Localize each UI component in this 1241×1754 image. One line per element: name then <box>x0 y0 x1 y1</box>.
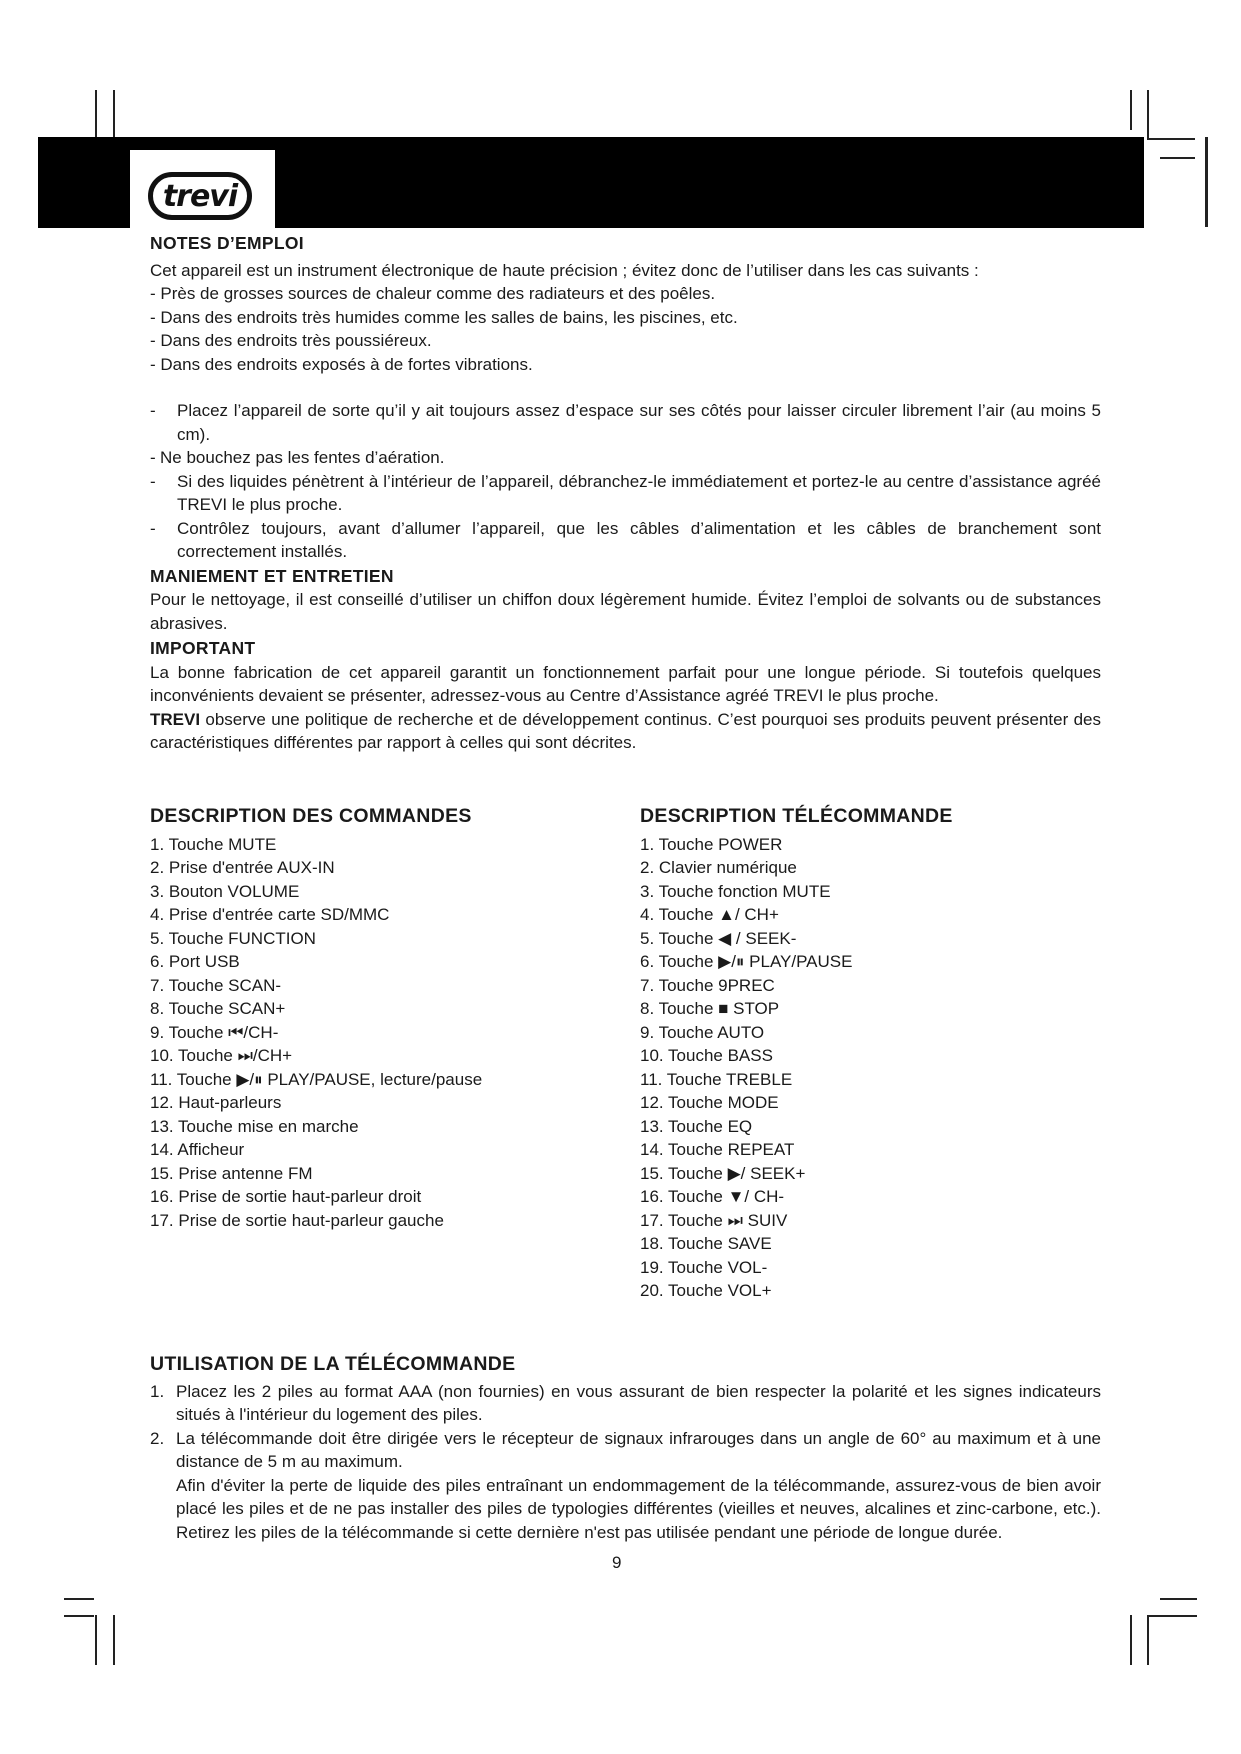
list-item: 18. Touche SAVE <box>640 1234 772 1253</box>
page-number: 9 <box>612 1553 622 1572</box>
list-item: 16. Touche ▼/ CH- <box>640 1187 785 1206</box>
crop-mark <box>1160 157 1195 159</box>
list-item: 12. Haut-parleurs <box>150 1093 282 1112</box>
advice-item: - Si des liquides pénètrent à l’intérieur de l’appareil, débranchez-le immédiatement et portez-le au centre d’assistance agréé TREVI le plus proche. <box>150 471 1101 514</box>
brand-statement: TREVI observe une politique de recherche et de développement continus. C’est pourquoi ses produits peuvent présenter des caractéristiques différentes par rapport à celles qui sont décrites. <box>150 709 1101 752</box>
model-title: MCX 1021 USBFRA <box>890 321 1146 351</box>
usage-section <box>150 1353 1101 1544</box>
important-text: La bonne fabrication de cet appareil garantit un fonctionnement parfait pour une longue période. Si toutefois quelques inconvénients devaient se présenter, adressez-vous au Centre d’Assistance agréé TREVI le plus proche. <box>150 662 1101 705</box>
list-item: 11. Touche ▶/⏸ PLAY/PAUSE, lecture/pause <box>150 1069 483 1089</box>
crop-mark <box>1147 90 1149 138</box>
remote-heading: DESCRIPTION TÉLÉCOMMANDE <box>640 805 953 827</box>
list-item: 15. Touche ▶/ SEEK+ <box>640 1163 806 1183</box>
important-heading: IMPORTANT <box>150 638 256 658</box>
usage-heading: UTILISATION DE LA TÉLÉCOMMANDE <box>150 1353 516 1375</box>
commands-heading: DESCRIPTION DES COMMANDES <box>150 805 472 827</box>
notes-intro: Cet appareil est un instrument électronique de haute précision ; évitez donc de l’utiliser dans les cas suivants : <box>150 260 979 280</box>
avoid-item: - Dans des endroits très humides comme les salles de bains, les piscines, etc. <box>150 307 738 327</box>
crop-mark <box>1130 90 1132 130</box>
list-item: 6. Port USB <box>150 952 240 971</box>
advice-item: - Ne bouchez pas les fentes d’aération. <box>150 448 445 467</box>
list-item: 20. Touche VOL+ <box>640 1281 772 1300</box>
usage-step: 1. Placez les 2 piles au format AAA (non fournies) en vous assurant de bien respecter la polarité et les signes indicateurs situés à l'intérieur du logement des piles. <box>150 1381 1101 1424</box>
avoid-item: - Dans des endroits exposés à de fortes vibrations. <box>150 354 533 374</box>
crop-mark <box>1147 138 1195 140</box>
crop-mark <box>1160 1598 1197 1600</box>
list-item: 7. Touche 9PREC <box>640 975 775 995</box>
advice-item: - Placez l’appareil de sorte qu’il y ait toujours assez d’espace sur ses côtés pour laisser circuler librement l’air (au moins 5 cm). <box>150 401 1101 444</box>
list-item: 15. Prise antenne FM <box>150 1163 313 1183</box>
commands-list <box>150 833 620 1233</box>
list-item: 8. Touche SCAN+ <box>150 999 286 1018</box>
list-item: 16. Prise de sortie haut-parleur droit <box>150 1187 422 1206</box>
maintenance-text: Pour le nettoyage, il est conseillé d’utiliser un chiffon doux légèrement humide. Évitez l’emploi de solvants ou de substances abrasives. <box>150 590 1101 633</box>
list-item: 14. Touche REPEAT <box>640 1140 795 1159</box>
list-item: 7. Touche SCAN- <box>150 975 282 995</box>
list-item: 14. Afficheur <box>150 1140 245 1159</box>
crop-mark <box>113 90 115 140</box>
crop-mark <box>1205 137 1208 227</box>
list-item: 2. Prise d'entrée AUX-IN <box>150 858 335 877</box>
notes-heading: NOTES D’EMPLOI <box>150 233 304 253</box>
list-item: 1. Touche POWER <box>640 834 783 854</box>
crop-mark <box>1130 1615 1132 1665</box>
crop-mark <box>1147 1615 1197 1617</box>
list-item: 13. Touche mise en marche <box>150 1116 359 1136</box>
list-item: 11. Touche TREBLE <box>640 1069 793 1089</box>
list-item: 10. Touche ⏭/CH+ <box>150 1046 293 1065</box>
crop-mark <box>1147 1615 1149 1665</box>
remote-section <box>640 805 1100 1303</box>
advice-item: - Contrôlez toujours, avant d’allumer l’appareil, que les câbles d’alimentation et les câbles de branchement sont correctement installés. <box>150 518 1101 561</box>
list-item: 5. Touche ◀ / SEEK- <box>640 928 797 948</box>
usage-note: Afin d'éviter la perte de liquide des piles entraînant un endommagement de la télécommande, assurez-vous de bien avoir placé les piles et de ne pas installer des piles de typologies différentes (vieilles et neuves, alcalines et zinc-carbone, etc.). Retirez les piles de la télécommande si cette dernière n'est pas utilisée pendant une période de longue durée. <box>176 1475 1101 1542</box>
list-item: 4. Prise d'entrée carte SD/MMC <box>150 905 390 924</box>
list-item: 17. Prise de sortie haut-parleur gauche <box>150 1210 444 1230</box>
list-item: 19. Touche VOL- <box>640 1257 768 1277</box>
list-item: 9. Touche ⏮/CH- <box>150 1022 279 1042</box>
commands-section <box>150 805 620 1232</box>
list-item: 1. Touche MUTE <box>150 834 277 854</box>
list-item: 3. Touche fonction MUTE <box>640 881 831 901</box>
crop-mark <box>95 90 97 140</box>
list-item: 10. Touche BASS <box>640 1046 773 1065</box>
list-item: 12. Touche MODE <box>640 1093 779 1112</box>
trevi-logo: trevi <box>148 172 252 220</box>
list-item: 13. Touche EQ <box>640 1116 753 1136</box>
crop-mark <box>64 1598 94 1600</box>
list-item: 2. Clavier numérique <box>640 858 797 877</box>
avoid-item: - Dans des endroits très poussiéreux. <box>150 331 432 350</box>
list-item: 3. Bouton VOLUME <box>150 881 300 901</box>
remote-list <box>640 833 1100 1303</box>
list-item: 8. Touche ■ STOP <box>640 999 780 1018</box>
crop-mark <box>113 1615 115 1665</box>
brand-name: TREVI <box>150 709 201 729</box>
crop-mark <box>64 1615 94 1617</box>
notes-section <box>150 232 1101 755</box>
maintenance-heading: MANIEMENT ET ENTRETIEN <box>150 565 394 586</box>
list-item: 9. Touche AUTO <box>640 1022 765 1042</box>
list-item: 4. Touche ▲/ CH+ <box>640 905 779 924</box>
list-item: 6. Touche ▶/⏸ PLAY/PAUSE <box>640 952 853 971</box>
list-item: 5. Touche FUNCTION <box>150 928 316 948</box>
list-item: 17. Touche ⏭ SUIV <box>640 1210 788 1230</box>
usage-step: 2. La télécommande doit être dirigée vers le récepteur de signaux infrarouges dans un angle de 60° au maximum et à une distance de 5 m au maximum. <box>150 1428 1101 1471</box>
avoid-item: - Près de grosses sources de chaleur comme des radiateurs et des poêles. <box>150 284 716 303</box>
crop-mark <box>95 1615 97 1665</box>
